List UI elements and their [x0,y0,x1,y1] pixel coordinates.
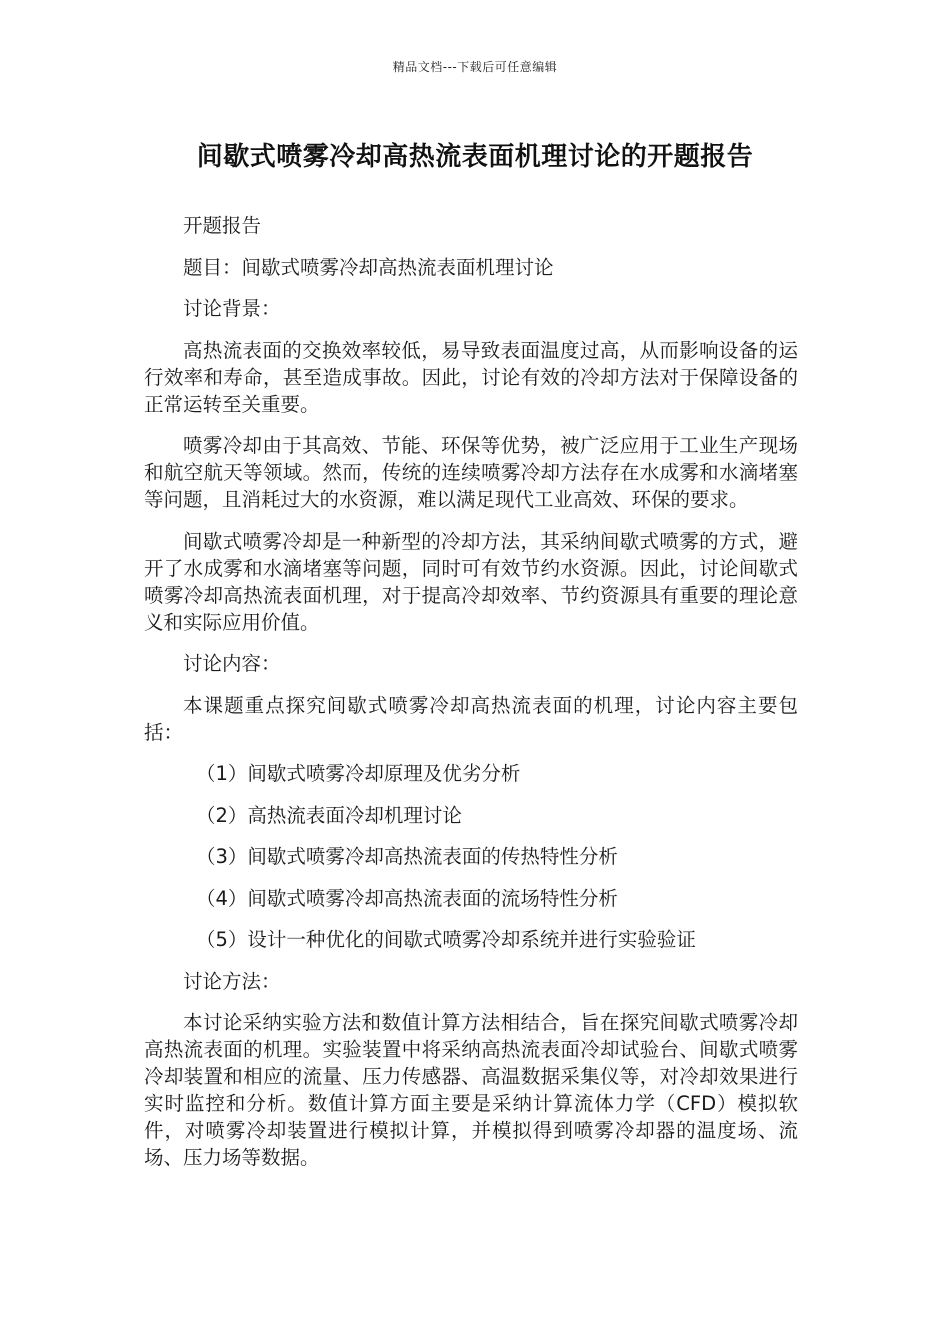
document-body [144,212,798,1186]
content-heading: 讨论内容： [183,652,281,675]
report-label: 开题报告 [183,214,262,237]
content-list-item: （2）高热流表面冷却机理讨论 [196,803,462,827]
background-paragraph-3: 间歇式喷雾冷却是一种新型的冷却方法，其采纳间歇式喷雾的方式，避开了水成雾和水滴堵塞等问题，同时可有效节约水资源。因此，讨论间歇式喷雾冷却高热流表面机理，对于提高冷却效率、节约资源具有重要的理论意义和实际应用价值。 [144,529,798,634]
method-heading: 讨论方法： [183,969,281,993]
background-paragraph-2: 喷雾冷却由于其高效、节能、环保等优势，被广泛应用于工业生产现场和航空航天等领域。然而，传统的连续喷雾冷却方法存在水成雾和水滴堵塞等问题，且消耗过大的水资源，难以满足现代工业高效、环保的要求。 [144,434,798,511]
content-list-item: （4）间歇式喷雾冷却高热流表面的流场特性分析 [196,886,618,910]
topic-line: 题目：间歇式喷雾冷却高热流表面机理讨论 [183,255,554,279]
background-paragraph-1: 高热流表面的交换效率较低，易导致表面温度过高，从而影响设备的运行效率和寿命，甚至造成事故。因此，讨论有效的冷却方法对于保障设备的正常运转至关重要。 [144,338,798,416]
content-intro: 本课题重点探究间歇式喷雾冷却高热流表面的机理，讨论内容主要包括： [144,693,798,744]
content-list-item: （3）间歇式喷雾冷却高热流表面的传热特性分析 [196,845,618,868]
document-title: 间歇式喷雾冷却高热流表面机理讨论的开题报告 [196,142,754,172]
page-header-note: 精品文档---下载后可任意编辑 [392,60,558,74]
content-list-item: （5）设计一种优化的间歇式喷雾冷却系统并进行实验验证 [196,928,696,951]
method-paragraph-1: 本讨论采纳实验方法和数值计算方法相结合，旨在探究间歇式喷雾冷却高热流表面的机理。实验装置中将采纳高热流表面冷却试验台、间歇式喷雾冷却装置和相应的流量、压力传感器、高温数据采集仪等，对冷却效果进行实时监控和分析。数值计算方面主要是采纳计算流体力学（CFD）模拟软件，对喷雾冷却装置进行模拟计算，并模拟得到喷雾冷却器的温度场、流场、压力场等数据。 [144,1011,798,1169]
background-heading: 讨论背景： [183,297,281,320]
content-list-item: （1）间歇式喷雾冷却原理及优劣分析 [196,762,521,785]
